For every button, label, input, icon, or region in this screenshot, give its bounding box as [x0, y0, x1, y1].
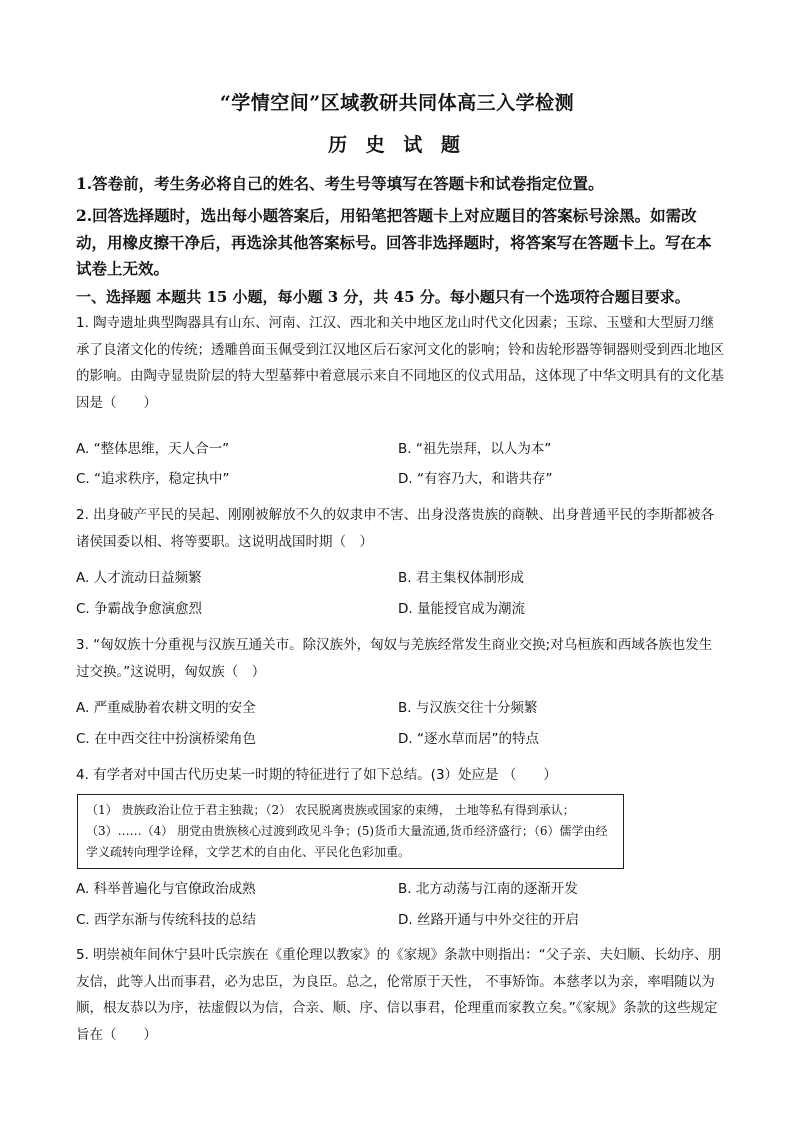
- question-4-summary-box: （1） 贵族政治让位于君主独裁；（2） 农民脱离贵族或国家的束缚， 土地等私有得到承认；（3）……（4） 朋党由贵族核心过渡到政见斗争；(5)货币大量流通,货币经济盛行；（6）儒学由经学义疏转向理学诠释，文学艺术的自由化、平民化色彩加重。: [77, 794, 624, 869]
- question-3-stem: 3. “匈奴族十分重视与汉族互通关市。除汉族外，匈奴与羌族经常发生商业交换;对乌桓族和西域各族也发生过交换。”这说明，匈奴族（ ）: [76, 637, 713, 680]
- question-3-option-a: A. 严重威胁着农耕文明的安全: [76, 700, 256, 716]
- question-3-option-c: C. 在中西交往中扮演桥梁角色: [76, 731, 257, 747]
- question-4-stem: 4. 有学者对中国古代历史某一时期的特征进行了如下总结。(3）处应是 （ ）: [76, 767, 557, 783]
- question-2-option-a: A. 人才流动日益频繁: [76, 570, 202, 586]
- question-4-option-c: C. 西学东渐与传统科技的总结: [76, 912, 257, 928]
- question-3-option-d: D. “逐水草而居”的特点: [398, 731, 539, 747]
- question-2-option-b: B. 君主集权体制形成: [398, 570, 524, 586]
- question-3-option-b: B. 与汉族交往十分频繁: [398, 700, 538, 716]
- question-1-option-c: C. “追求秩序，稳定执中”: [76, 471, 230, 487]
- question-5-stem: 5. 明崇祯年间休宁县叶氏宗族在《重伦理以教家》的《家规》条款中则指出：“父子亲、夫妇顺、长幼序、朋友信，此等人出而事君，必为忠臣，为良臣。总之，伦常原于天性， 不事矫饰。本慈孝以为亲，率唱随以为顺，根友恭以为序，祛虚假以为信，合亲、顺、序、信以事君，伦理重而家教立矣。”《家规》条款的这些规定旨在（ ）: [76, 947, 722, 1043]
- question-2-option-d: D. 量能授官成为潮流: [398, 601, 525, 617]
- exam-title: “学情空间”区域教研共同体高三入学检测: [219, 92, 575, 114]
- question-1-stem: 1. 陶寺遗址典型陶器具有山东、河南、江汉、西北和关中地区龙山时代文化因素；玉琮、玉璧和大型厨刀继承了良渚文化的传统；透雕兽面玉佩受到江汉地区后石家河文化的影响；铃和齿轮形器等铜器则受到西北地区的影响。由陶寺显贵阶层的特大型墓葬中着意展示来自不同地区的仪式用品，这体现了中华文明具有的文化基因是（ ）: [76, 315, 724, 411]
- section-heading: 一、选择题 本题共 15 小题，每小题 3 分，共 45 分。每小题只有一个选项符合题目要求。: [76, 288, 690, 306]
- question-4-option-d: D. 丝路开通与中外交往的开启: [398, 912, 579, 928]
- question-2-stem: 2. 出身破产平民的吴起、刚刚被解放不久的奴隶申不害、出身没落贵族的商鞅、出身普通平民的李斯都被各诸侯国委以相、将等要职。这说明战国时期（ ）: [76, 507, 715, 550]
- instruction-2: 2.回答选择题时，选出每小题答案后，用铅笔把答题卡上对应题目的答案标号涂黑。如需改动，用橡皮擦干净后，再选涂其他答案标号。回答非选择题时，将答案写在答题卡上。写在本试卷上无效。: [76, 206, 712, 278]
- question-1-option-d: D. “有容乃大，和谐共存”: [398, 471, 553, 487]
- question-4-option-a: A. 科举普遍化与官僚政治成熟: [76, 881, 256, 897]
- question-2-option-c: C. 争霸战争愈演愈烈: [76, 601, 203, 617]
- subject-title: 历 史 试 题: [328, 134, 466, 156]
- question-4-option-b: B. 北方动荡与江南的逐渐开发: [398, 881, 578, 897]
- question-1-option-a: A. “整体思维，天人合一”: [76, 441, 230, 457]
- question-1-option-b: B. “祖先崇拜，以人为本”: [398, 441, 552, 457]
- instruction-1: 1.答卷前，考生务必将自己的姓名、考生号等填写在答题卡和试卷指定位置。: [76, 174, 604, 193]
